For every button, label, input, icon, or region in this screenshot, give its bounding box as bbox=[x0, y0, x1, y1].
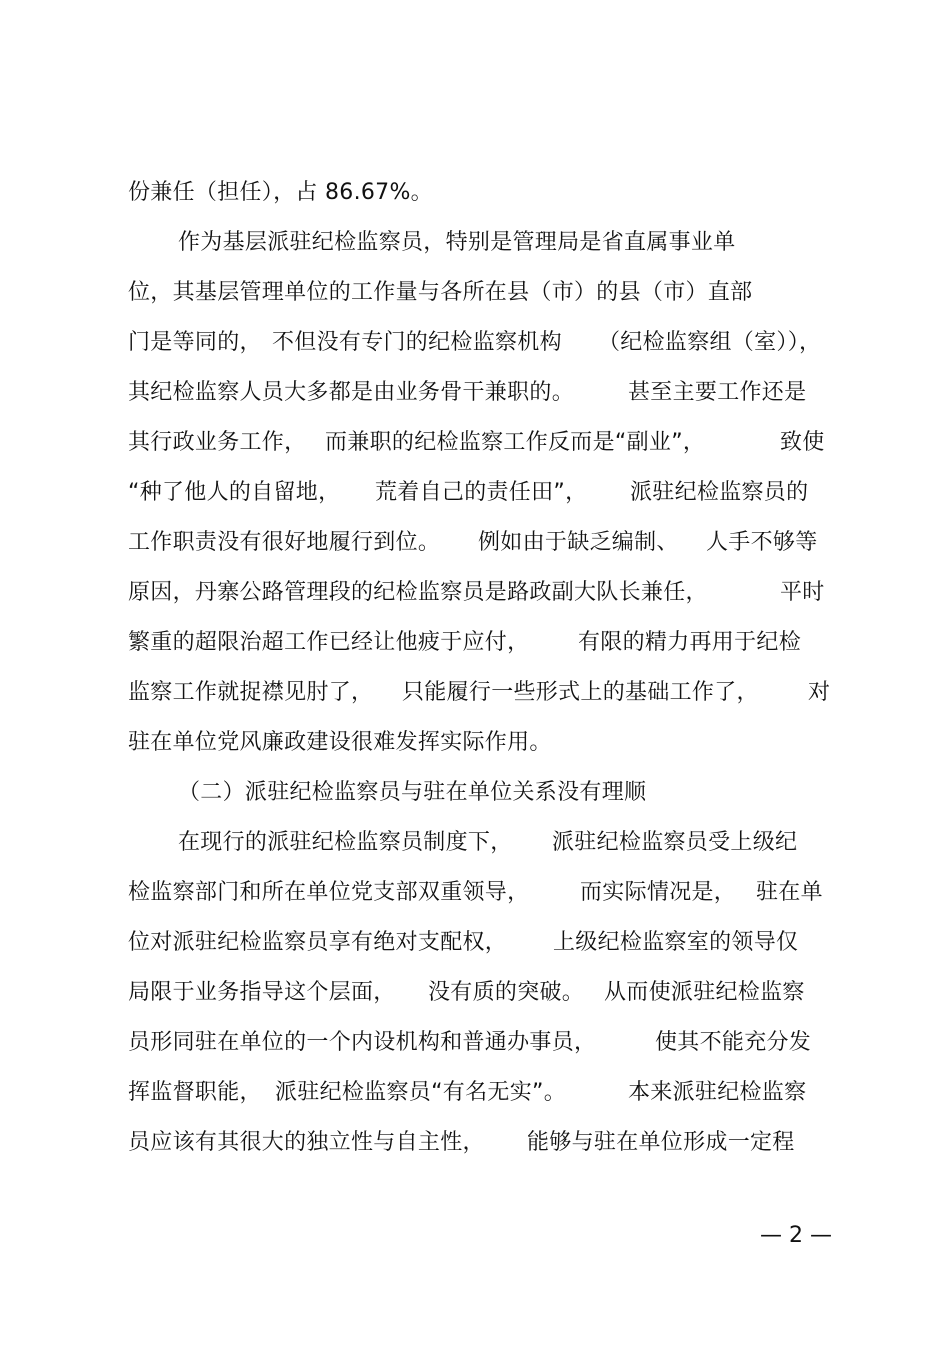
text-line bbox=[0, 725, 950, 761]
section-heading bbox=[0, 775, 950, 811]
text-line bbox=[0, 275, 950, 311]
text-segment: 有限的精力再用于纪检 bbox=[578, 630, 802, 655]
text-segment: 检监察部门和所在单位党支部双重领导， bbox=[128, 880, 530, 905]
text-segment: 派驻纪检监察员的 bbox=[630, 480, 809, 505]
text-line bbox=[0, 1075, 950, 1111]
text-segment: “种了他人的自留地， bbox=[128, 480, 341, 505]
text-segment: 从而使派驻纪检监察 bbox=[604, 980, 805, 1005]
text-segment: 份兼任（担任），占 86.67%。 bbox=[128, 180, 433, 205]
text-segment: （纪检监察组（室））， bbox=[598, 330, 822, 355]
text-segment: 能够与驻在单位形成一定程 bbox=[527, 1130, 795, 1155]
text-segment: （二）派驻纪检监察员与驻在单位关系没有理顺 bbox=[178, 780, 647, 805]
text-line bbox=[0, 325, 950, 361]
text-segment: 其纪检监察人员大多都是由业务骨干兼职的。 bbox=[128, 380, 575, 405]
text-segment: 监察工作就捉襟见肘了， bbox=[128, 680, 374, 705]
text-segment: 不但没有专门的纪检监察机构 bbox=[272, 330, 562, 355]
text-segment: 驻在单 bbox=[756, 880, 823, 905]
text-segment: 作为基层派驻纪检监察员，特别是管理局是省直属事业单 bbox=[178, 230, 736, 255]
text-line bbox=[0, 475, 950, 511]
text-segment: 平时 bbox=[780, 580, 825, 605]
text-line bbox=[0, 1125, 950, 1161]
text-segment: 甚至主要工作还是 bbox=[628, 380, 807, 405]
text-segment: 荒着自己的责任田”， bbox=[375, 480, 588, 505]
page-number: — 2 — bbox=[760, 1223, 832, 1248]
text-segment: 而兼职的纪检监察工作反而是“副业”， bbox=[325, 430, 706, 455]
text-line bbox=[0, 575, 950, 611]
text-line bbox=[0, 925, 950, 961]
text-segment: 挥监督职能， bbox=[128, 1080, 262, 1105]
text-segment: 上级纪检监察室的领导仅 bbox=[553, 930, 799, 955]
text-segment: 门是等同的， bbox=[128, 330, 262, 355]
text-line bbox=[0, 425, 950, 461]
text-segment: 员形同驻在单位的一个内设机构和普通办事员， bbox=[128, 1030, 597, 1055]
text-segment: 局限于业务指导这个层面， bbox=[128, 980, 396, 1005]
text-segment: 位对派驻纪检监察员享有绝对支配权， bbox=[128, 930, 508, 955]
text-segment: 驻在单位党风廉政建设很难发挥实际作用。 bbox=[128, 730, 552, 755]
text-segment: 其行政业务工作， bbox=[128, 430, 307, 455]
text-line bbox=[0, 525, 950, 561]
text-segment: 派驻纪检监察员受上级纪 bbox=[552, 830, 798, 855]
text-line bbox=[0, 175, 950, 211]
text-line bbox=[0, 675, 950, 711]
text-segment: 使其不能充分发 bbox=[655, 1030, 812, 1055]
text-segment: 位，其基层管理单位的工作量与各所在县（市）的县（市）直部 bbox=[128, 280, 753, 305]
text-segment: 在现行的派驻纪检监察员制度下， bbox=[178, 830, 513, 855]
text-segment: 繁重的超限治超工作已经让他疲于应付， bbox=[128, 630, 530, 655]
text-segment: 原因，丹寨公路管理段的纪检监察员是路政副大队长兼任， bbox=[128, 580, 708, 605]
text-line bbox=[0, 875, 950, 911]
text-segment: 只能履行一些形式上的基础工作了， bbox=[402, 680, 759, 705]
text-segment: 工作职责没有很好地履行到位。 bbox=[128, 530, 441, 555]
text-segment: 例如由于缺乏编制、 bbox=[478, 530, 679, 555]
text-segment: 对 bbox=[808, 680, 831, 705]
text-line bbox=[0, 825, 950, 861]
text-line bbox=[0, 375, 950, 411]
text-line bbox=[0, 225, 950, 261]
text-segment: 而实际情况是， bbox=[580, 880, 737, 905]
text-line bbox=[0, 1025, 950, 1061]
text-segment: 员应该有其很大的独立性与自主性， bbox=[128, 1130, 485, 1155]
text-segment: 没有质的突破。 bbox=[428, 980, 585, 1005]
text-segment: 本来派驻纪检监察 bbox=[628, 1080, 807, 1105]
text-line bbox=[0, 625, 950, 661]
text-segment: 致使 bbox=[780, 430, 825, 455]
text-segment: 派驻纪检监察员“有名无实”。 bbox=[275, 1080, 566, 1105]
text-line bbox=[0, 975, 950, 1011]
text-segment: 人手不够等 bbox=[706, 530, 818, 555]
